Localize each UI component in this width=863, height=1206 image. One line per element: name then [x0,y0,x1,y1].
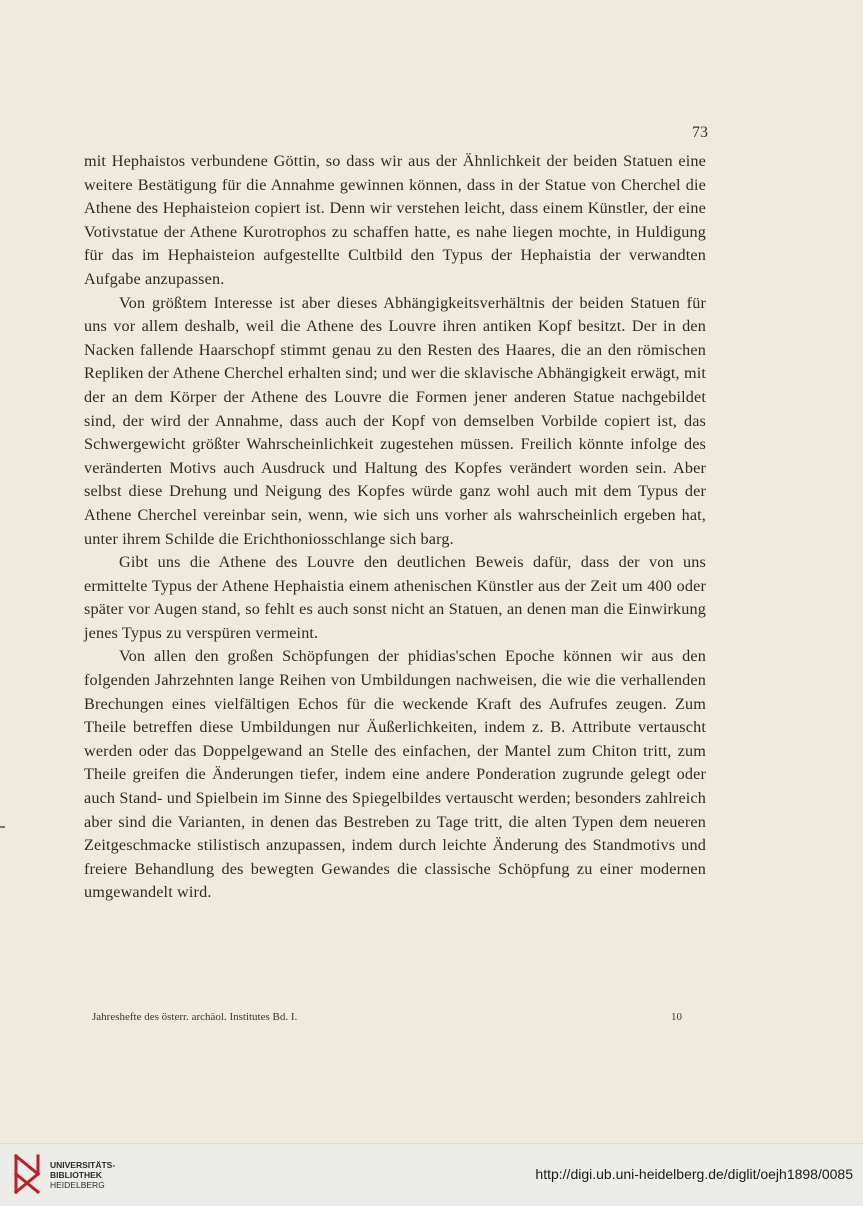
heidelberg-logo-icon[interactable] [10,1152,44,1196]
source-url-link[interactable]: http://digi.ub.uni-heidelberg.de/diglit/oejh1898/0085 [535,1166,853,1182]
viewer-footer-bar [0,1143,863,1206]
journal-signature: Jahreshefte des österr. archäol. Institutes Bd. I. [92,1011,298,1023]
paragraph: mit Hephaistos verbundene Göttin, so dass wir aus der Ähnlichkeit der beiden Statuen eine weitere Bestätigung für die Annahme gewinnen können, dass in der Statue von Cherchel die Athene des Hephaisteion copiert ist. Denn wir verstehen leicht, dass einem Künstler, der eine Votivstatue der Athene Kurotrophos zu schaffen hatte, es nahe liegen mochte, in Huldigung für das im Hephaisteion aufgestellte Cultbild den Typus der Hephaistia der verwandten Aufgabe anzupassen. [84,152,706,288]
page-footer [92,1011,682,1023]
library-name-line: BIBLIOTHEK [50,1170,102,1180]
sheet-number: 10 [671,1011,682,1023]
library-name-line: HEIDELBERG [50,1180,105,1190]
page-number: 73 [692,124,708,141]
body-text [84,150,706,905]
library-name-line: UNIVERSITÄTS- [50,1160,116,1170]
paragraph: Von allen den großen Schöpfungen der phidias'schen Epoche können wir aus den folgenden Jahrzehnten lange Reihen von Umbildungen nachweisen, die wie die verhallenden Brechungen eines vielfältigen Echos für die weckende Kraft des Aufrufes zeugen. Zum Theile betreffen diese Umbildungen nur Äußerlichkeiten, indem z. B. Attribute vertauscht werden oder das Doppelgewand an Stelle des einfachen, der Mantel zum Chiton tritt, zum Theile greifen die Änderungen tiefer, indem eine andere Ponderation zugrunde gelegt oder auch Stand- und Spielbein im Sinne des Spiegelbildes vertauscht werden; besonders zahlreich aber sind die Varianten, in denen das Bestreben zu Tage tritt, die alten Typen dem neueren Zeitgeschmacke stilistisch anzupassen, indem durch leichte Änderung des Standmotivs und freiere Behandlung des bewegten Gewandes die classische Schöpfung zu einer modernen umgewandelt wird. [84,647,706,902]
library-name [50,1160,115,1190]
paragraph: Gibt uns die Athene des Louvre den deutlichen Beweis dafür, dass der von uns ermittelte Typus der Athene Hephaistia einem athenischen Künstler aus der Zeit um 400 oder später vor Augen stand, so fehlt es auch sonst nicht an Statuen, an denen man die Einwirkung jenes Typus zu verspüren vermeint. [84,553,706,642]
scan-mark [0,826,5,828]
paragraph: Von größtem Interesse ist aber dieses Abhängigkeitsverhältnis der beiden Statuen für uns vor allem deshalb, weil die Athene des Louvre ihren antiken Kopf besitzt. Der in den Nacken fallende Haarschopf stimmt genau zu den Resten des Haares, die an den römischen Repliken der Athene Cherchel erhalten sind; und wer die sklavische Abhängigkeit erwägt, mit der an dem Körper der Athene des Louvre die Formen jener anderen Statue nachgebildet sind, der wird der Annahme, dass auch der Kopf von demselben Vorbilde copiert ist, das Schwergewicht größter Wahrscheinlichkeit zugestehen müssen. Freilich könnte infolge des veränderten Motivs auch Ausdruck und Haltung des Kopfes verändert worden sein. Aber selbst diese Drehung und Neigung des Kopfes würde ganz wohl auch mit dem Typus der Athene Cherchel vereinbar sein, wenn, wie sich uns vorher als wahrscheinlich ergeben hat, unter ihrem Schilde die Erichthoniosschlange sich barg. [84,293,706,548]
